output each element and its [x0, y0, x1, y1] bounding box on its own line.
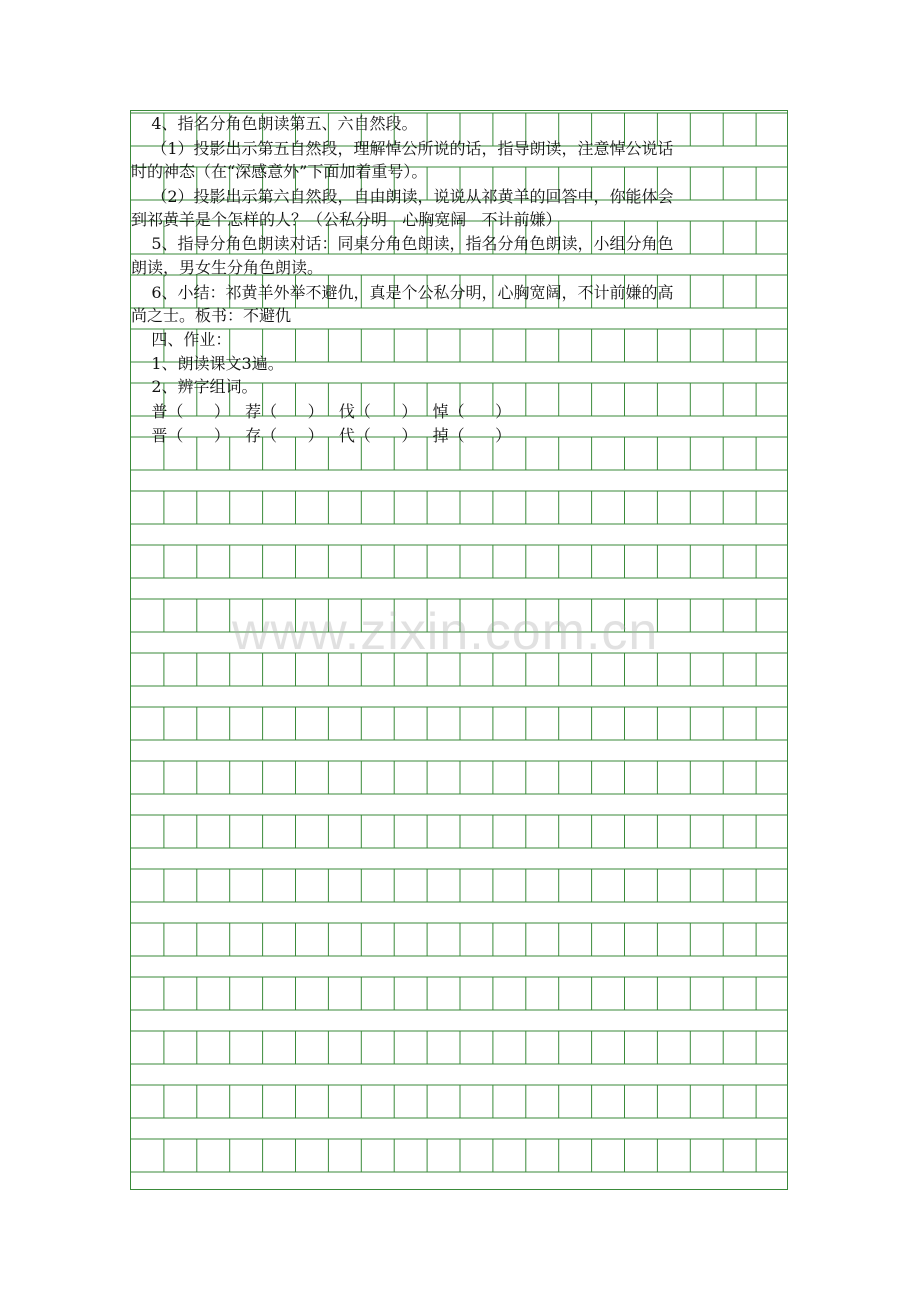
text-line: 四、作业： [131, 330, 232, 349]
text-line: 4、指名分角色朗读第五、六自然段。 [131, 114, 418, 133]
text-line: 5、指导分角色朗读对话：同桌分角色朗读，指名分角色朗读，小组分角色 [131, 234, 674, 253]
exercise-row: 晋（ ） 存（ ） 代（ ） 掉（ ） [131, 426, 512, 445]
watermark: www.zixin.com.cn [232, 603, 659, 661]
text-line: 时的神态（在“深感意外”下面加着重号）。 [131, 162, 428, 181]
text-line: 6、小结：祁黄羊外举不避仇，真是个公私分明，心胸宽阔，不计前嫌的高 [131, 283, 674, 302]
text-line: （2）投影出示第六自然段，自由朗读，说说从祁黄羊的回答中，你能体会 [131, 187, 674, 206]
text-line: 朗读，男女生分角色朗读。 [131, 258, 324, 277]
text-line: 2、辨字组词。 [131, 377, 258, 396]
text-line: 到祁黄羊是个怎样的人？（公私分明 心胸宽阔 不计前嫌） [131, 210, 562, 229]
exercise-row: 普（ ） 荐（ ） 伐（ ） 悼（ ） [131, 402, 512, 421]
text-line: 尚之士。板书：不避仇 [131, 306, 292, 325]
text-line: 1、朗读课文3遍。 [131, 354, 284, 373]
text-line: （1）投影出示第五自然段，理解悼公所说的话，指导朗读，注意悼公说话 [131, 139, 674, 158]
